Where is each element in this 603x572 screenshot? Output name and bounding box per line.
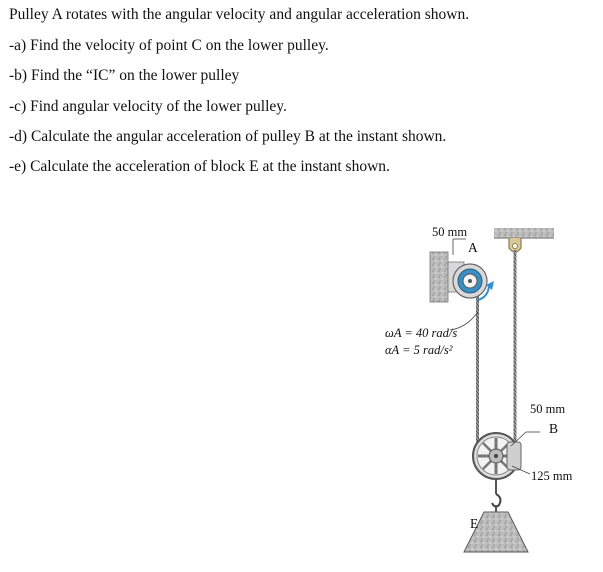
- outer-radius-label: 125 mm: [531, 469, 573, 483]
- ceiling-support: [494, 228, 554, 252]
- part-d: -d) Calculate the angular acceleration of pulley B at the instant shown.: [9, 128, 447, 145]
- pulley-b-label: B: [549, 421, 559, 436]
- part-c: -c) Find angular velocity of the lower pulley.: [9, 98, 287, 115]
- block-e-label: E: [470, 516, 479, 531]
- part-b: -b) Find the “IC” on the lower pulley: [9, 67, 240, 84]
- lower-radius-label: 50 mm: [530, 402, 566, 416]
- top-radius-label: 50 mm: [432, 225, 468, 239]
- pulley-a: [453, 264, 487, 298]
- pulley-a-label: A: [468, 240, 478, 255]
- part-a: -a) Find the velocity of point C on the lower pulley.: [9, 37, 329, 54]
- omega-label: ωA = 40 rad/s: [385, 326, 458, 340]
- alpha-label: αA = 5 rad/s²: [385, 343, 453, 357]
- part-e: -e) Calculate the acceleration of block E at the instant shown.: [9, 158, 390, 175]
- hook: [492, 479, 500, 512]
- problem-intro: Pulley A rotates with the angular velocity and angular acceleration shown.: [9, 6, 470, 23]
